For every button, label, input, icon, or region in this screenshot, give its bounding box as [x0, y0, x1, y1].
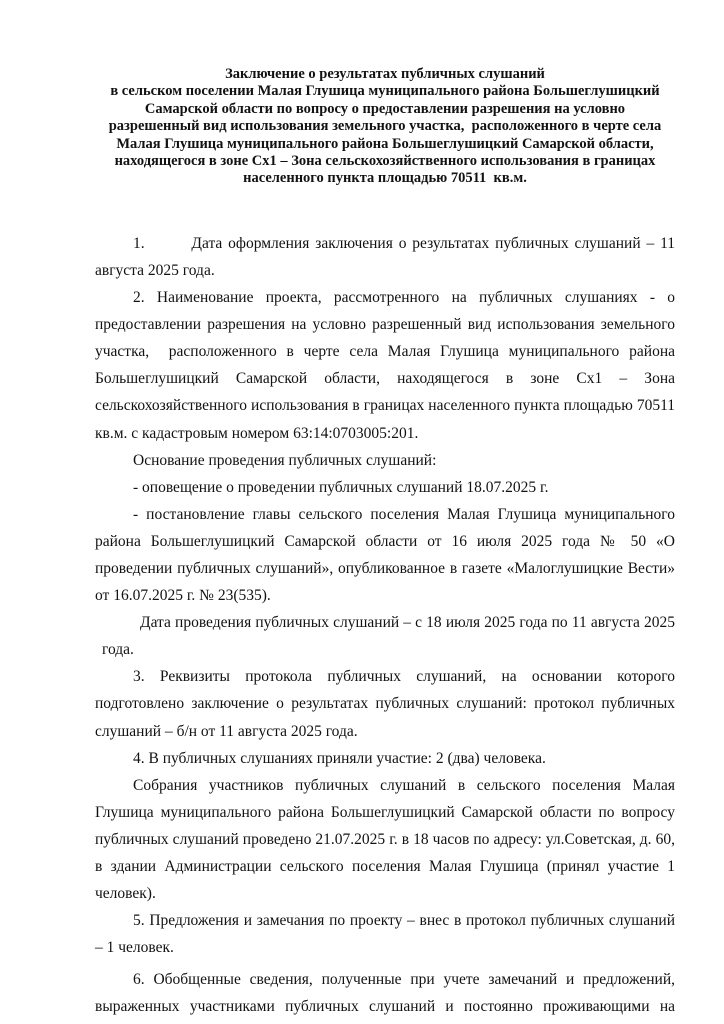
title-line: Малая Глушица муниципального района Большеглушицкий Самарской области, [116, 135, 654, 152]
title-line: Самарской области по вопросу о предоставлении разрешения на условно [144, 100, 626, 117]
paragraph-hearing-basis-heading: Основание проведения публичных слушаний: [133, 451, 437, 469]
title-line: находящегося в зоне Сх1 – Зона сельскохозяйственного использования в границах [114, 153, 656, 170]
paragraph-project-name: 2. Наименование проекта, рассмотренного на публичных слушаниях - о предоставлении разрешения на условно разрешенный вид использования земельного участка, расположенного в черте села Малая Глушица муниципального района Большеглушицкий Самарской области, находящегося в зоне Сх1 – Зона сельскохозяйственного использования в границах населенного пункта площадью 70511 кв.м. с кадастровым номером 63:14:0703005:201. [95, 289, 675, 442]
paragraph-resolution-item: - постановление главы сельского поселения Малая Глушица муниципального района Большеглушицкий Самарской области от 16 июля 2025 года № 50 «О проведении публичных слушаний», опубликованное в газете «Малоглушицкие Вести» от 16.07.2025 г. № 23(535). [95, 505, 675, 605]
paragraph-date-of-conclusion: 1. Дата оформления заключения о результатах публичных слушаний – 11 августа 2025 года. [95, 234, 675, 279]
paragraph-protocol-details: 3. Реквизиты протокола публичных слушаний, на основании которого подготовлено заключение о результатах публичных слушаний: протокол публичных слушаний – б/н от 11 августа 2025 года. [95, 668, 675, 740]
document-body [95, 230, 675, 1021]
document-title [95, 66, 675, 188]
paragraph-hearing-dates: Дата проведения публичных слушаний – с 18 июля 2025 года по 11 августа 2025 года. [102, 614, 675, 659]
title-line: населенного пункта площадью 70511 кв.м. [243, 170, 527, 187]
title-line: разрешенный вид использования земельного участка, расположенного в черте села [108, 118, 662, 135]
title-line: Заключение о результатах публичных слушаний [225, 66, 545, 82]
paragraph-participants-count: 4. В публичных слушаниях приняли участие: 2 (два) человека. [133, 749, 546, 767]
paragraph-meeting-details: Собрания участников публичных слушаний в сельского поселения Малая Глушица муниципального района Большеглушицкий Самарской области по вопросу публичных слушаний проведено 21.07.2025 г. в 18 часов по адресу: ул.Советская, д. 60, в здании Администрации сельского поселения Малая Глушица (принял участие 1 человек). [95, 776, 675, 903]
paragraph-summary-intro: 6. Обобщенные сведения, полученные при учете замечаний и предложений, выраженных участниками публичных слушаний и постоянно проживающими на [95, 971, 675, 1016]
title-line: в сельском поселении Малая Глушица муниципального района Большеглушицкий [110, 83, 660, 100]
paragraph-proposals-remarks: 5. Предложения и замечания по проекту – внес в протокол публичных слушаний – 1 человек. [95, 912, 675, 957]
paragraph-notice-item: - оповещение о проведении публичных слушаний 18.07.2025 г. [133, 478, 549, 496]
